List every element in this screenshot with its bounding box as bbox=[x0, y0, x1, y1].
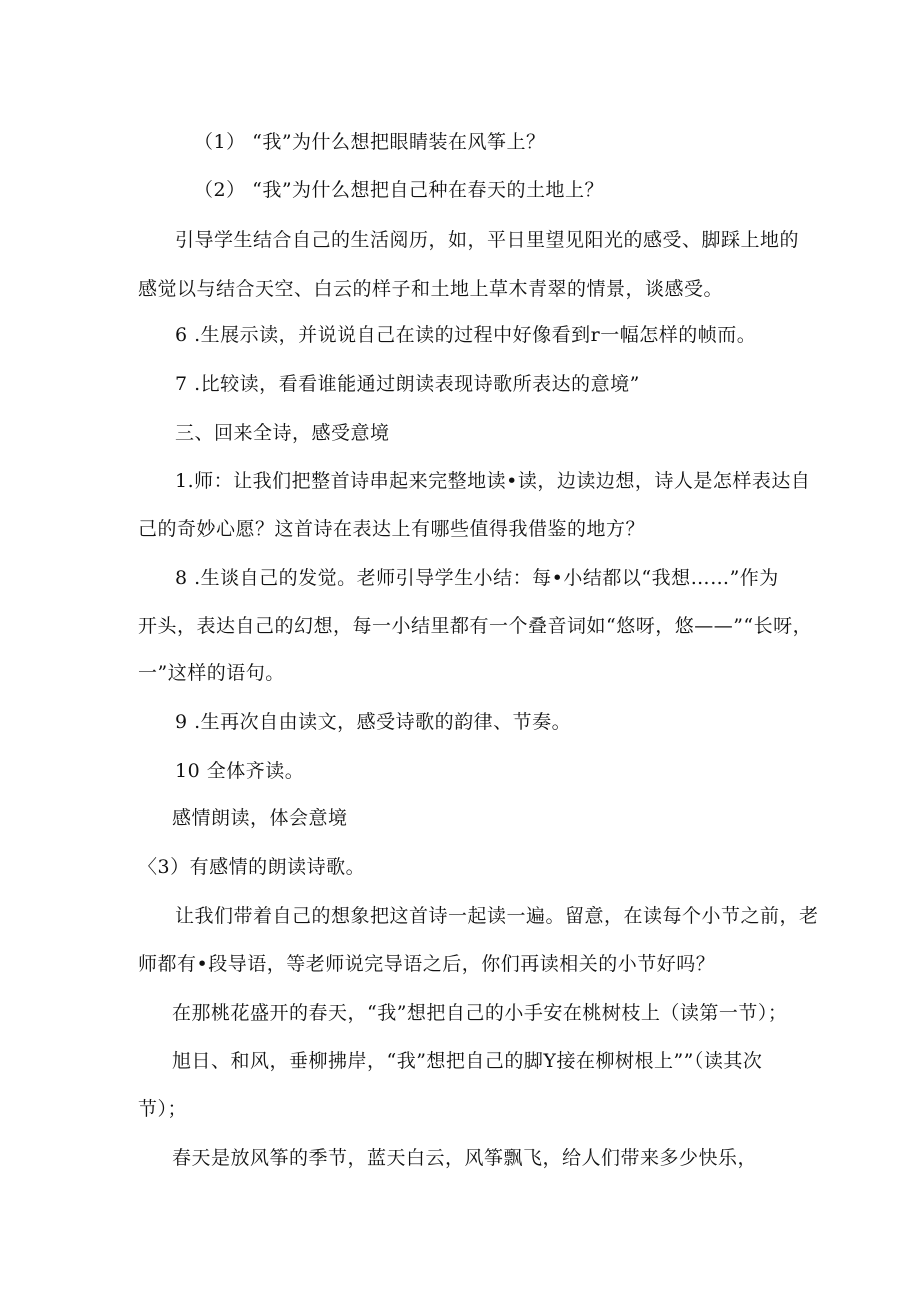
step-8-line-1: 8 .生谈自己的发觉。老师引导学生小结：每•小结都以“我想……”作为 bbox=[175, 567, 779, 589]
instruction-line-1: 让我们带着自己的想象把这首诗一起读一遍。留意，在读每个小节之前，老 bbox=[175, 905, 819, 927]
step-8-line-3: 一”这样的语句。 bbox=[138, 662, 285, 684]
guide-stanza-3: 春天是放风筝的季节，蓝天白云，风筝飘飞，给人们带来多少快乐， bbox=[172, 1147, 758, 1169]
section-heading-3: 三、回来全诗，感受意境 bbox=[175, 422, 390, 444]
guide-paragraph-line-2: 感觉以与结合天空、白云的样子和土地上草木青翠的情景，谈感受。 bbox=[138, 278, 724, 300]
question-2: （2） “我”为什么想把自己种在春天的土地上？ bbox=[194, 179, 605, 201]
question-1: （1） “我”为什么想把眼睛装在风筝上？ bbox=[194, 131, 546, 153]
subheading-emotional-reading: 感情朗读，体会意境 bbox=[172, 807, 348, 829]
step-10: 10 全体齐读。 bbox=[175, 760, 305, 782]
step-9: 9 .生再次自由读文，感受诗歌的韵律、节奏。 bbox=[175, 711, 572, 733]
item-3: 〈3）有感情的朗读诗歌。 bbox=[138, 856, 366, 878]
step-8-line-2: 开头，表达自己的幻想，每一小结里都有一个叠音词如“悠呀，悠——”“长呀， bbox=[138, 615, 813, 637]
instruction-line-2: 师都有•段导语，等老师说完导语之后，你们再读相关的小节好吗？ bbox=[138, 953, 716, 975]
guide-stanza-2-line-1: 旭日、和风，垂柳拂岸，“我”想把自己的脚Y接在柳树根上””（读其次 bbox=[172, 1050, 763, 1072]
guide-stanza-2-line-2: 节）； bbox=[138, 1098, 188, 1120]
step-1-line-1: 1.师：让我们把整首诗串起来完整地读•读，边读边想，诗人是怎样表达自 bbox=[175, 470, 811, 492]
step-6: 6 .生展示读，并说说自己在读的过程中好像看到r一幅怎样的帧而。 bbox=[175, 324, 757, 346]
guide-paragraph-line-1: 引导学生结合自己的生活阅历，如，平日里望见阳光的感受、脚踩上地的 bbox=[175, 229, 800, 251]
guide-stanza-1: 在那桃花盛开的春天，“我”想把自己的小手安在桃树枝上（读第一节）； bbox=[172, 1002, 788, 1024]
step-1-line-2: 己的奇妙心愿？这首诗在表达上有哪些值得我借鉴的地方？ bbox=[138, 518, 646, 540]
step-7: 7 .比较读，看看谁能通过朗读表现诗歌所表达的意境” bbox=[175, 373, 640, 395]
